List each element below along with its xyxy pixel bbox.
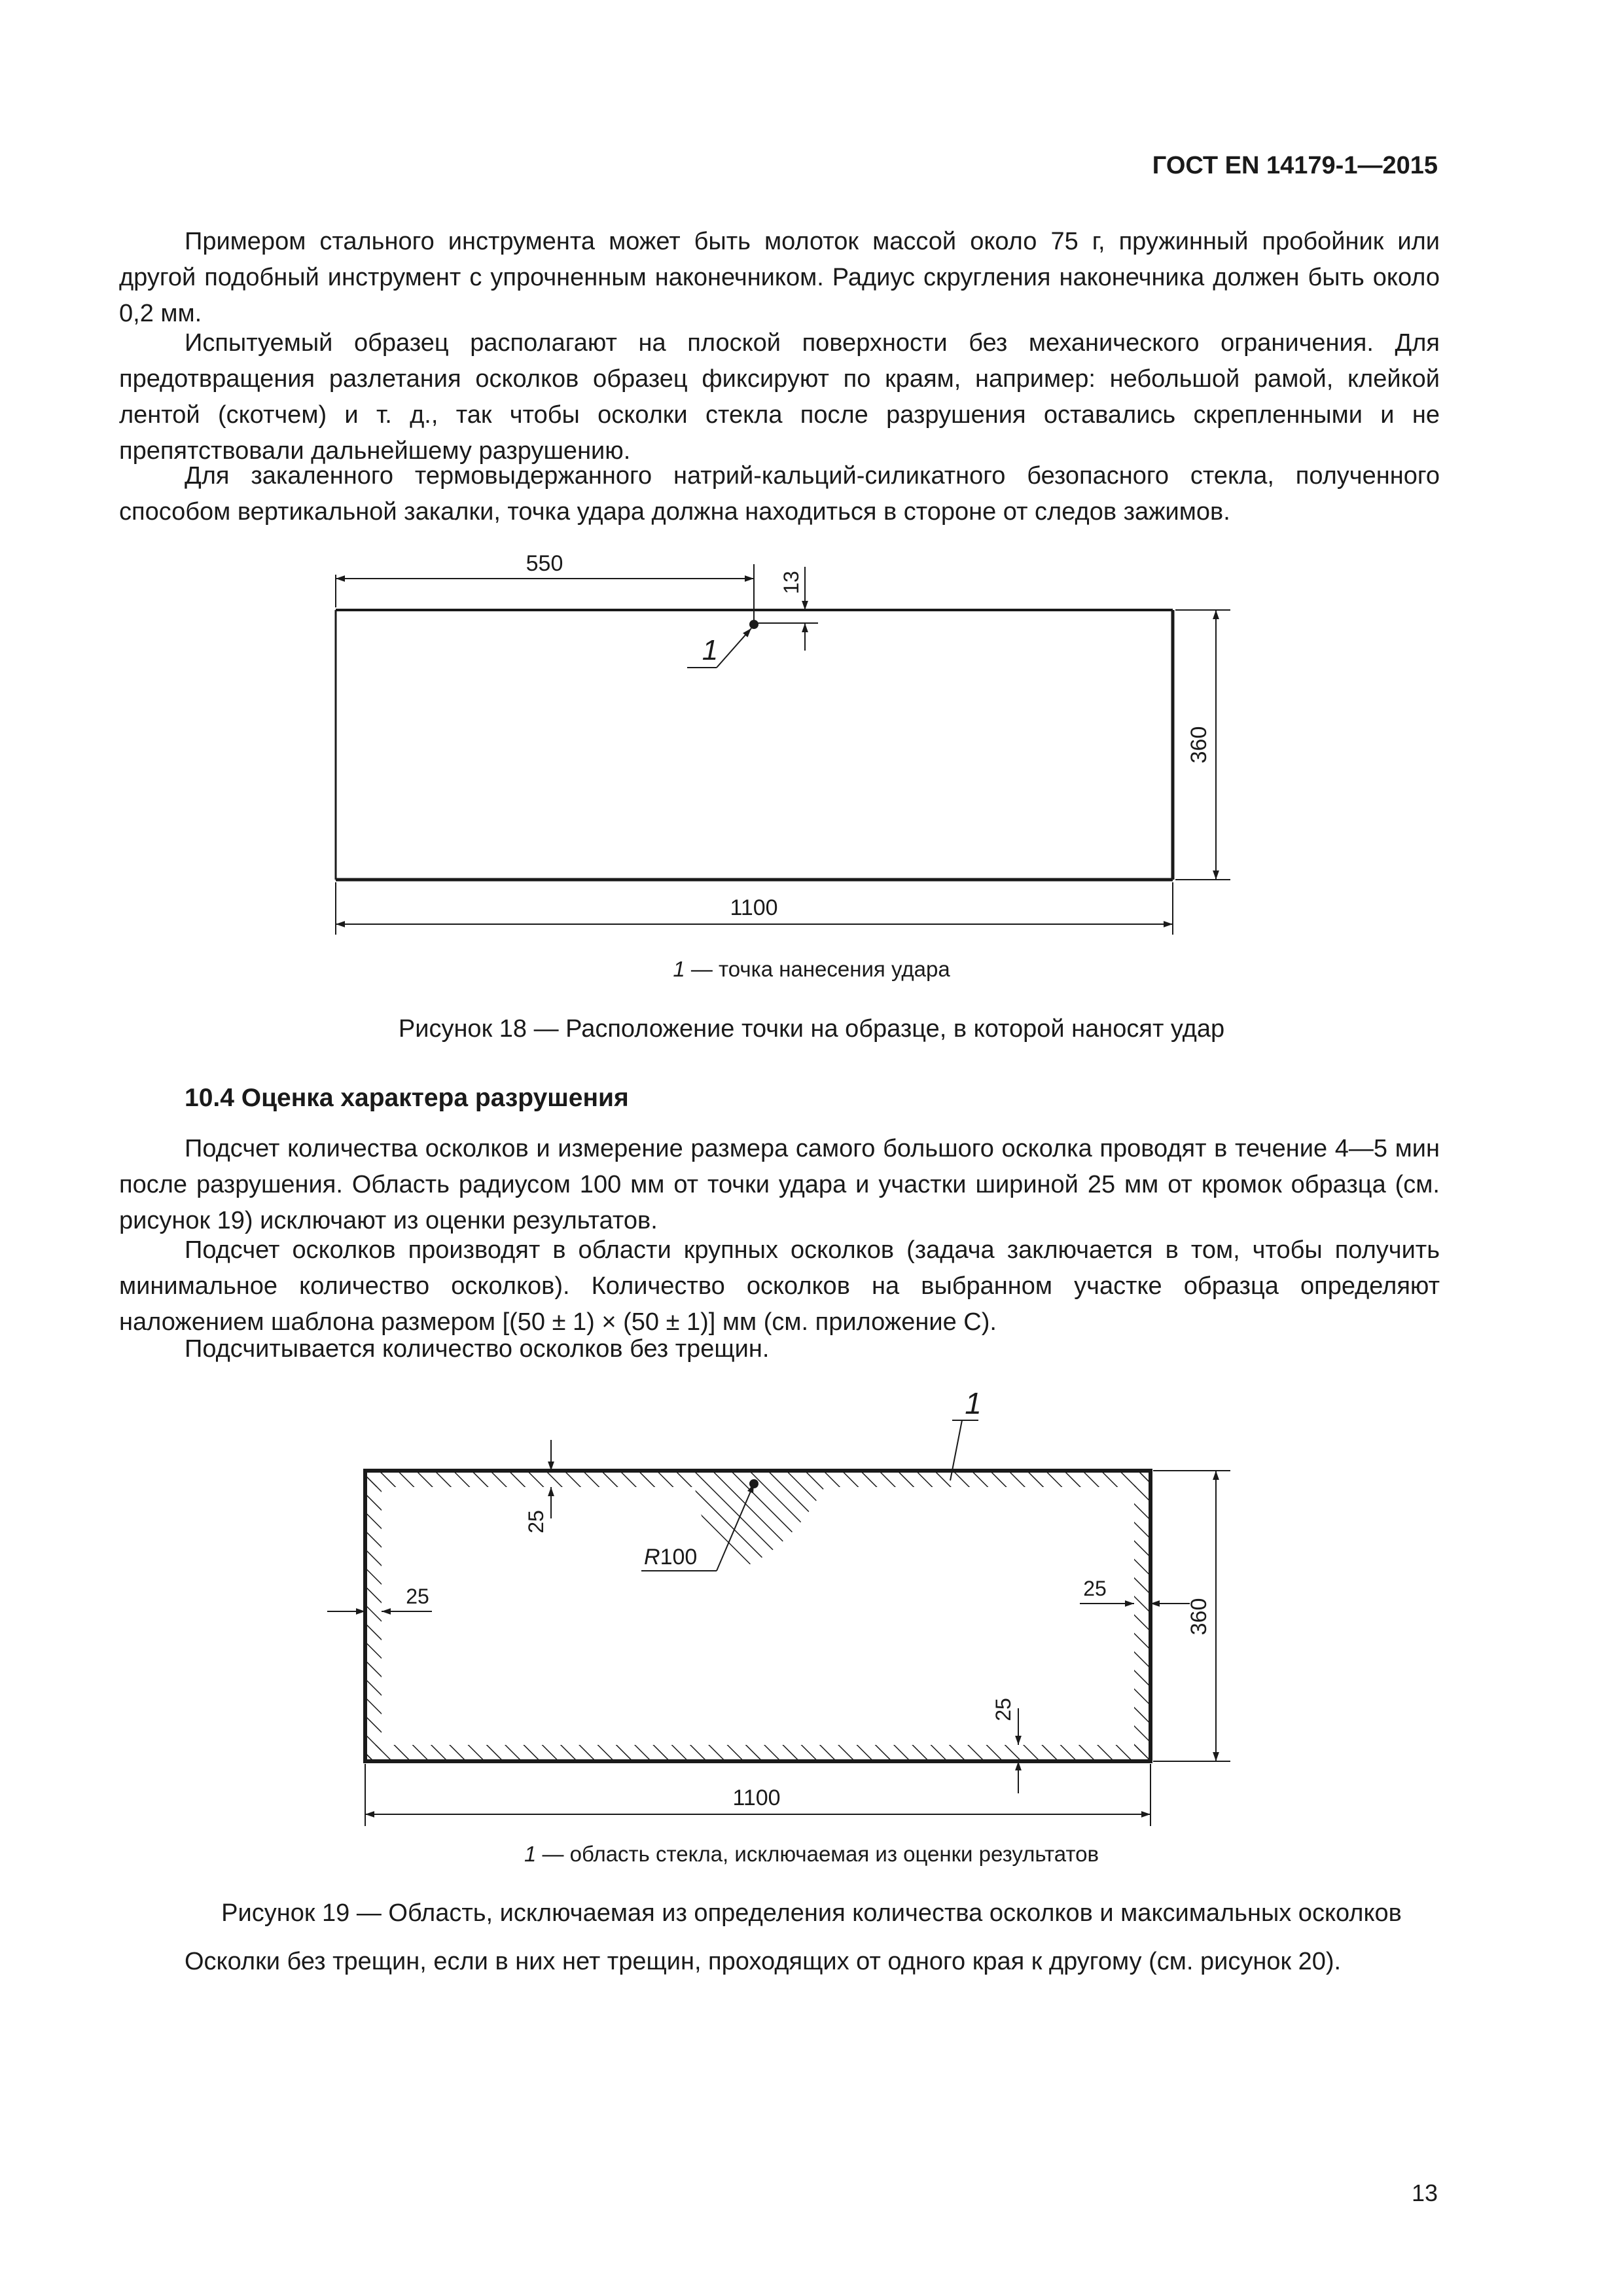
paragraph-coarse-fragment-area: Подсчет осколков производят в области крупных осколков (задача заключается в том, чтобы получить минимальное количество осколков). Количество осколков на выбранном участке образца определяют наложением шаблона размером [(50 ± 1) × (50 ± 1)] мм (см. приложение С).	[119, 1236, 1440, 1336]
figure-18-legend-text: — точка нанесения удара	[685, 957, 950, 981]
section-heading: 10.4 Оценка характера разрушения	[185, 1084, 629, 1112]
figure-19-legend-text: — область стекла, исключаемая из оценки результатов	[536, 1842, 1099, 1866]
figure-18-legend	[0, 957, 1623, 982]
page-number: 13	[1411, 2179, 1438, 2206]
excluded-impact-area	[681, 1479, 838, 1579]
radius-r100-letter: R	[644, 1545, 660, 1570]
radius-r100-value: 100	[660, 1545, 698, 1570]
figure-18-drawing	[0, 550, 1623, 942]
impact-point-marker	[687, 620, 758, 668]
paragraph-count-without-cracks: Подсчитывается количество осколков без трещин.	[185, 1335, 770, 1363]
dimension-1100	[336, 882, 1173, 935]
dimension-1100-fig19	[365, 1764, 1150, 1826]
figure-18-legend-number: 1	[673, 957, 685, 981]
paragraph-fragment-count-timing: Подсчет количества осколков и измерение размера самого большого осколка проводят в течение 4—5 мин после разрушения. Область радиусом 100 мм от точки удара и участки шириной 25 мм от кромок образца (см. рисунок 19) исключают из оценки результатов.	[119, 1135, 1440, 1234]
dimension-1100-label: 1100	[730, 895, 778, 920]
dimension-550	[336, 551, 754, 626]
excluded-area-marker-label: 1	[965, 1386, 982, 1420]
figure-19-caption: Рисунок 19 — Область, исключаемая из определения количества осколков и максимальных осколков	[221, 1899, 1402, 1927]
dimension-25-right-label: 25	[1083, 1577, 1107, 1600]
dimension-13-label: 13	[779, 571, 803, 594]
paragraph-vertical-tempering: Для закаленного термовыдержанного натрий-кальций-силикатного безопасного стекла, полученного способом вертикальной закалки, точка удара должна находиться в стороне от следов зажимов.	[119, 462, 1440, 526]
radius-r100-label	[644, 1545, 697, 1570]
dimension-360-fig19	[1153, 1471, 1230, 1761]
paragraph-steel-tool: Примером стального инструмента может быть молоток массой около 75 г, пружинный пробойник или другой подобный инструмент с упрочненным наконечником. Радиус скругления наконечника должен быть около 0,2 мм.	[119, 228, 1440, 327]
dimension-1100-fig19-label: 1100	[732, 1785, 781, 1810]
dimension-25-bottom-label: 25	[991, 1698, 1015, 1721]
dimension-25-top-label: 25	[524, 1510, 548, 1534]
figure-19-drawing	[0, 1374, 1623, 1846]
paragraph-fragments-without-cracks: Осколки без трещин, если в них нет трещин, проходящих от одного края к другому (см. рисунок 20).	[185, 1948, 1342, 1975]
dimension-550-label: 550	[526, 551, 563, 576]
figure-19-legend-number: 1	[524, 1842, 537, 1866]
paragraph-specimen-placement: Испытуемый образец располагают на плоской поверхности без механического ограничения. Для предотвращения разлетания осколков образец фиксируют по краям, например: небольшой рамой, клейкой лентой (скотчем) и т. д., так чтобы осколки стекла после разрушения оставались скрепленными и не препятствовали дальнейшему разрушению.	[119, 329, 1440, 465]
document-code-header: ГОСТ EN 14179-1—2015	[1152, 152, 1438, 179]
figure-19-legend	[0, 1842, 1623, 1867]
dimension-360	[1175, 610, 1230, 880]
figure-18-caption: Рисунок 18 — Расположение точки на образце, в которой наносят удар	[398, 1015, 1225, 1043]
dimension-25-left-label: 25	[406, 1585, 429, 1608]
dimension-360-label: 360	[1186, 726, 1211, 764]
excluded-area-marker	[950, 1386, 982, 1480]
specimen-rectangle	[336, 610, 1173, 880]
dimension-360-fig19-label: 360	[1186, 1598, 1211, 1636]
impact-point-label: 1	[702, 634, 719, 666]
